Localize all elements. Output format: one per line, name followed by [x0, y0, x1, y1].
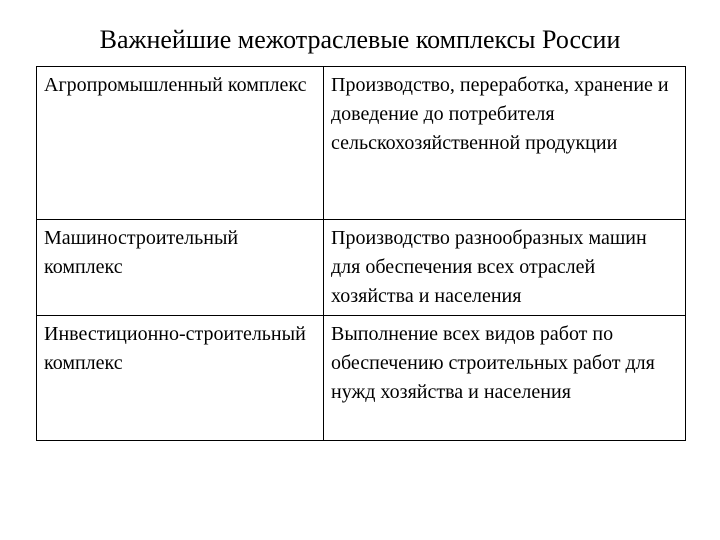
page-title: Важнейшие межотраслевые комплексы России: [99, 25, 621, 54]
complex-name-cell: Агропромышленный комплекс: [37, 67, 324, 220]
complex-description-cell: Производство разнообразных машин для обеспечения всех отраслей хозяйства и населения: [324, 220, 686, 316]
table-row: [37, 316, 686, 441]
complex-name-cell: Машиностроительный комплекс: [37, 220, 324, 316]
complex-description-cell: Выполнение всех видов работ по обеспечению строительных работ для нужд хозяйства и населения: [324, 316, 686, 441]
complex-name-cell: Инвестиционно-строительный комплекс: [37, 316, 324, 441]
table-row: [37, 220, 686, 316]
complexes-table: [36, 66, 686, 441]
complex-description-cell: Производство, переработка, хранение и доведение до потребителя сельскохозяйственной продукции: [324, 67, 686, 220]
table-row: [37, 67, 686, 220]
